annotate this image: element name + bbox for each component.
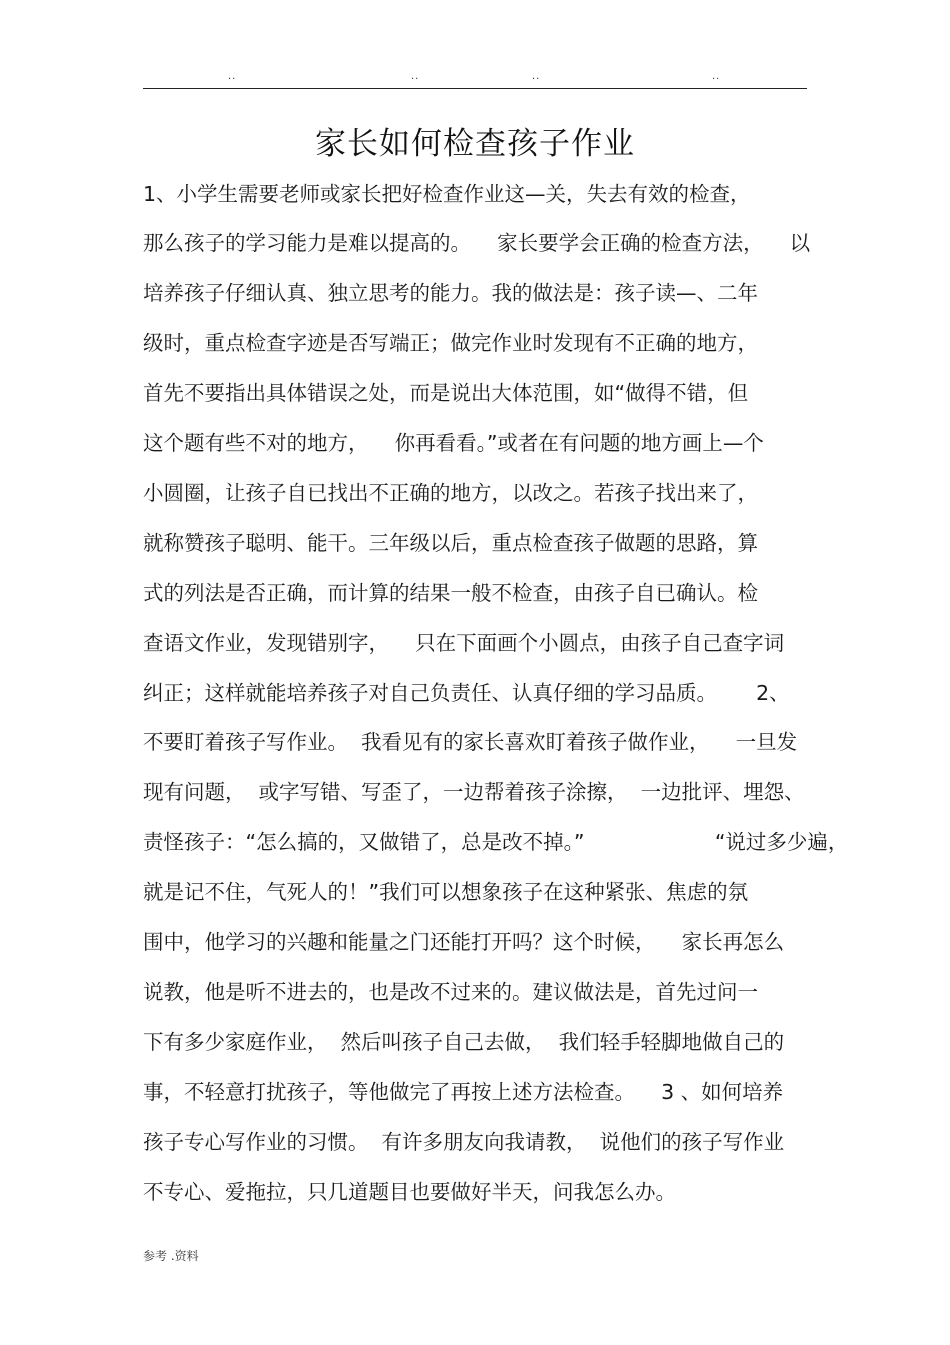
text-line: 不专心、爱拖拉，只几道题目也要做好半天，问我怎么办。 [143,1180,676,1204]
text-line: 那么孩子的学习能力是难以提高的。 家长要学会正确的检查方法， 以 [143,231,811,255]
text-line: 查语文作业，发现错别字， 只在下面画个小圆点，由孩子自己查字词 [143,631,785,655]
header-mark: .. [712,71,721,82]
text-line: 事，不轻意打扰孩子，等他做完了再按上述方法检查。 3 、如何培养 [143,1080,784,1104]
header-mark: .. [532,71,541,82]
document-title: 家长如何检查孩子作业 [315,126,635,162]
text-line: 说教，他是听不进去的，也是改不过来的。建议做法是，首先过问一 [143,980,758,1004]
text-line: 这个题有些不对的地方， 你再看看。”或者在有问题的地方画上—个 [143,431,764,455]
text-line: 下有多少家庭作业， 然后叫孩子自己去做， 我们轻手轻脚地做自己的 [143,1030,785,1054]
text-line: 纠正；这样就能培养孩子对自己负责任、认真仔细的学习品质。 2、 [143,681,790,705]
text-line: 围中，他学习的兴趣和能量之门还能打开吗？这个时候， 家长再怎么 [143,930,785,954]
text-line: 就称赞孩子聪明、能干。三年级以后，重点检查孩子做题的思路，算 [143,531,758,555]
text-line: 级时，重点检查字迹是否写端正；做完作业时发现有不正确的地方， [143,331,758,355]
text-line: 现有问题， 或字写错、写歪了，一边帮着孩子涂擦， 一边批评、埋怨、 [143,780,805,804]
text-line: 就是记不住，气死人的！”我们可以想象孩子在这种紧张、焦虑的氛 [143,880,749,904]
header-mark: .. [228,71,237,82]
header-mark: .. [411,71,420,82]
footer-note: 参考 .资料 [143,1249,199,1263]
text-line: 孩子专心写作业的习惯。 有许多朋友向我请教， 说他们的孩子写作业 [143,1130,785,1154]
text-line: 责怪孩子：“怎么搞的，又做错了，总是改不掉。” “说过多少遍， [143,830,849,854]
text-line: 不要盯着孩子写作业。 我看见有的家长喜欢盯着孩子做作业， 一旦发 [143,730,798,754]
text-line: 培养孩子仔细认真、独立思考的能力。我的做法是：孩子读—、二年 [143,281,758,305]
text-line: 式的列法是否正确，而计算的结果一般不检查，由孩子自已确认。检 [143,581,758,605]
text-line: 首先不要指出具体错误之处，而是说出大体范围，如“做得不错，但 [143,381,749,405]
text-line: 小圆圈，让孩子自已找出不正确的地方，以改之。若孩子找出来了， [143,481,758,505]
text-line: 1、小学生需要老师或家长把好检查作业这—关，失去有效的检查， [143,182,751,206]
